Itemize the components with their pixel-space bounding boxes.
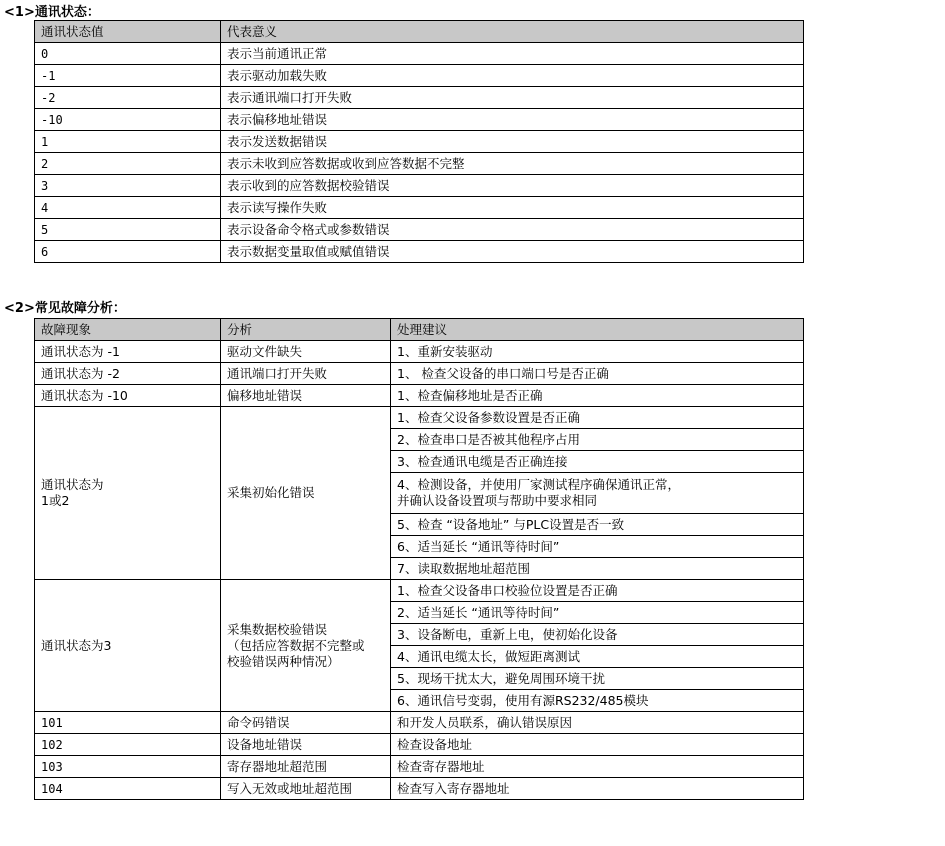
fault-table-header (35, 319, 804, 341)
analysis-line: 校验错误两种情况） (227, 653, 340, 669)
fault-analysis: 通讯端口打开失败 (221, 363, 391, 385)
header-meaning: 代表意义 (221, 21, 804, 43)
suggestion-line: 并确认设备设置项与帮助中要求相同 (397, 493, 598, 508)
fault-suggestion: 1、检查父设备串口校验位设置是否正确 (391, 580, 804, 602)
fault-suggestion: 7、读取数据地址超范围 (391, 558, 804, 580)
status-meaning: 表示数据变量取值或赋值错误 (221, 241, 804, 263)
fault-suggestion: 1、检查偏移地址是否正确 (391, 385, 804, 407)
fault-symptom-group1 (35, 407, 221, 580)
analysis-line: （包括应答数据不完整或 (227, 637, 365, 653)
fault-symptom: 102 (35, 734, 221, 756)
table-row (35, 385, 804, 407)
table-row (35, 756, 804, 778)
fault-suggestion: 5、检查 “设备地址” 与PLC设置是否一致 (391, 514, 804, 536)
table-row (35, 407, 804, 429)
header-status-value: 通讯状态值 (35, 21, 221, 43)
header-suggestion: 处理建议 (391, 319, 804, 341)
fault-symptom: 101 (35, 712, 221, 734)
fault-suggestion: 检查寄存器地址 (391, 756, 804, 778)
fault-suggestion: 4、通讯电缆太长，做短距离测试 (391, 646, 804, 668)
fault-suggestion: 检查写入寄存器地址 (391, 778, 804, 800)
table-row (35, 219, 804, 241)
table-row (35, 109, 804, 131)
table-row (35, 131, 804, 153)
status-code: 3 (35, 175, 221, 197)
fault-suggestion: 3、检查通讯电缆是否正确连接 (391, 451, 804, 473)
status-meaning: 表示设备命令格式或参数错误 (221, 219, 804, 241)
symptom-line: 通讯状态为 (41, 477, 104, 492)
status-code: 0 (35, 43, 221, 65)
status-table-header (35, 21, 804, 43)
status-meaning: 表示收到的应答数据校验错误 (221, 175, 804, 197)
fault-analysis: 寄存器地址超范围 (221, 756, 391, 778)
fault-analysis: 命令码错误 (221, 712, 391, 734)
fault-analysis-group2 (221, 580, 391, 712)
status-code: 4 (35, 197, 221, 219)
fault-suggestion-multiline (391, 473, 804, 514)
fault-symptom-group2: 通讯状态为3 (35, 580, 221, 712)
fault-analysis: 设备地址错误 (221, 734, 391, 756)
fault-analysis: 偏移地址错误 (221, 385, 391, 407)
fault-suggestion: 2、检查串口是否被其他程序占用 (391, 429, 804, 451)
status-code: 6 (35, 241, 221, 263)
status-table (34, 20, 804, 263)
header-analysis: 分析 (221, 319, 391, 341)
status-code: 2 (35, 153, 221, 175)
fault-suggestion: 3、设备断电，重新上电，使初始化设备 (391, 624, 804, 646)
fault-table (34, 318, 804, 800)
fault-analysis: 驱动文件缺失 (221, 341, 391, 363)
status-code: -10 (35, 109, 221, 131)
fault-symptom: 103 (35, 756, 221, 778)
section1-title: <1>通讯状态： (4, 5, 100, 20)
suggestion-line: 4、检测设备，并使用厂家测试程序确保通讯正常， (397, 477, 680, 492)
fault-symptom: 通讯状态为 -10 (35, 385, 221, 407)
table-row (35, 153, 804, 175)
table-row (35, 65, 804, 87)
table-row (35, 87, 804, 109)
fault-suggestion: 6、适当延长 “通讯等待时间” (391, 536, 804, 558)
fault-symptom: 通讯状态为 -1 (35, 341, 221, 363)
fault-suggestion: 检查设备地址 (391, 734, 804, 756)
fault-analysis-group1: 采集初始化错误 (221, 407, 391, 580)
fault-suggestion: 1、检查父设备参数设置是否正确 (391, 407, 804, 429)
status-meaning: 表示发送数据错误 (221, 131, 804, 153)
status-meaning: 表示未收到应答数据或收到应答数据不完整 (221, 153, 804, 175)
table-row (35, 734, 804, 756)
fault-suggestion: 6、通讯信号变弱，使用有源RS232/485模块 (391, 690, 804, 712)
table-row (35, 778, 804, 800)
fault-suggestion: 和开发人员联系，确认错误原因 (391, 712, 804, 734)
fault-suggestion: 2、适当延长 “通讯等待时间” (391, 602, 804, 624)
fault-symptom: 104 (35, 778, 221, 800)
status-meaning: 表示读写操作失败 (221, 197, 804, 219)
fault-suggestion: 5、现场干扰太大，避免周围环境干扰 (391, 668, 804, 690)
fault-suggestion: 1、 检查父设备的串口端口号是否正确 (391, 363, 804, 385)
table-row (35, 197, 804, 219)
table-row (35, 341, 804, 363)
fault-analysis: 写入无效或地址超范围 (221, 778, 391, 800)
table-row (35, 363, 804, 385)
fault-symptom: 通讯状态为 -2 (35, 363, 221, 385)
status-meaning: 表示驱动加载失败 (221, 65, 804, 87)
analysis-line: 采集数据校验错误 (227, 621, 328, 637)
table-row (35, 712, 804, 734)
status-code: 1 (35, 131, 221, 153)
fault-suggestion: 1、重新安装驱动 (391, 341, 804, 363)
table-row (35, 580, 804, 602)
status-meaning: 表示偏移地址错误 (221, 109, 804, 131)
table-row (35, 241, 804, 263)
status-meaning: 表示通讯端口打开失败 (221, 87, 804, 109)
table-row (35, 43, 804, 65)
section2-title: <2>常见故障分析： (4, 301, 126, 316)
header-symptom: 故障现象 (35, 319, 221, 341)
status-code: 5 (35, 219, 221, 241)
status-code: -2 (35, 87, 221, 109)
symptom-line: 1或2 (41, 493, 70, 508)
table-row (35, 175, 804, 197)
status-meaning: 表示当前通讯正常 (221, 43, 804, 65)
status-code: -1 (35, 65, 221, 87)
